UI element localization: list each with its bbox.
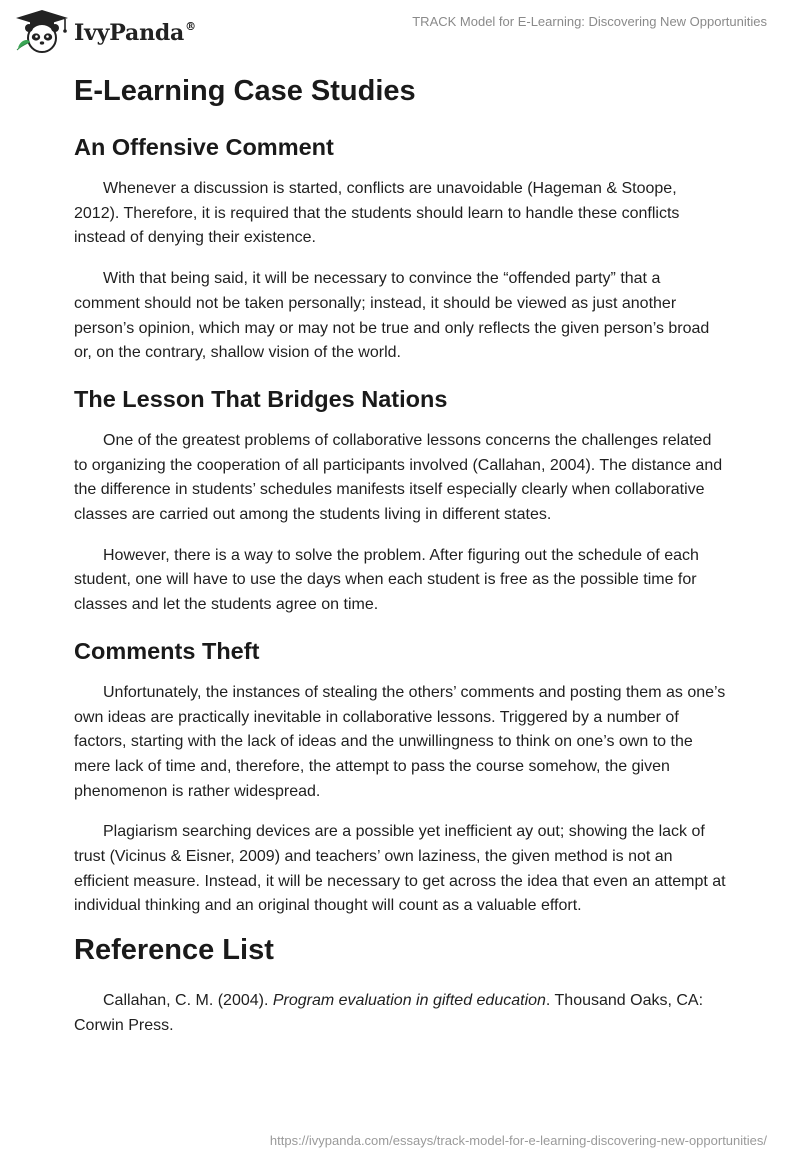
section-heading: The Lesson That Bridges Nations [74,385,448,412]
document-title: TRACK Model for E-Learning: Discovering New Opportunities [412,14,767,29]
article-title: E-Learning Case Studies [74,75,416,107]
paragraph: With that being said, it will be necessary to convince the “offended party” that a comment should not be taken personally; instead, it should be viewed as just another person’s opinion, which may or may not be true and only reflects the given person’s broad or, on the contrary, shallow vision of the world. [74,270,710,362]
logo-text: IvyPanda® [74,20,196,46]
paragraph: Whenever a discussion is started, conflicts are unavoidable (Hageman & Stoope, 2012). Therefore, it is required that the students should learn to handle these conflicts instead of denying their existence. [74,180,680,247]
source-url[interactable]: https://ivypanda.com/essays/track-model-for-e-learning-discovering-new-opportunities/ [269,1133,767,1148]
paragraph: Unfortunately, the instances of stealing the others’ comments and posting them as one’s own ideas are practically inevitable in collaborative lessons. Triggered by a number of factors, starting with the lack of ideas and the unwillingness to think on one’s own to the mere lack of time and, therefore, the attempt to pass the course somehow, the given phenomenon is rather widespread. [74,683,726,800]
reference-list-title: Reference List [74,934,274,967]
reference-item: Callahan, C. M. (2004). Program evaluation in gifted education. Thousand Oaks, CA: Corwin Press. [74,992,704,1034]
panda-graduate-icon [14,8,70,54]
paragraph: One of the greatest problems of collaborative lessons concerns the challenges related to organizing the cooperation of all participants involved (Callahan, 2004). The distance and the difference in students’ schedules manifests itself especially clearly when collaborative classes are carried out among the students living in different states. [74,431,723,524]
logo[interactable] [14,8,196,54]
paragraph: However, there is a way to solve the problem. After figuring out the schedule of each student, one will have to use the days when each student is free as the possible time for classes and let the students agree on time. [74,546,699,614]
section-heading: An Offensive Comment [74,134,334,160]
paragraph: Plagiarism searching devices are a possible yet inefficient ay out; showing the lack of trust (Vicinus & Eisner, 2009) and teachers’ own laziness, the given method is not an efficient measure. Instead, it will be necessary to get across the idea that even an attempt at individual thinking and an original thought will count as a valuable effort. [74,823,726,915]
page-header [0,0,800,60]
section-heading: Comments Theft [74,637,260,664]
article-body [74,70,726,1039]
